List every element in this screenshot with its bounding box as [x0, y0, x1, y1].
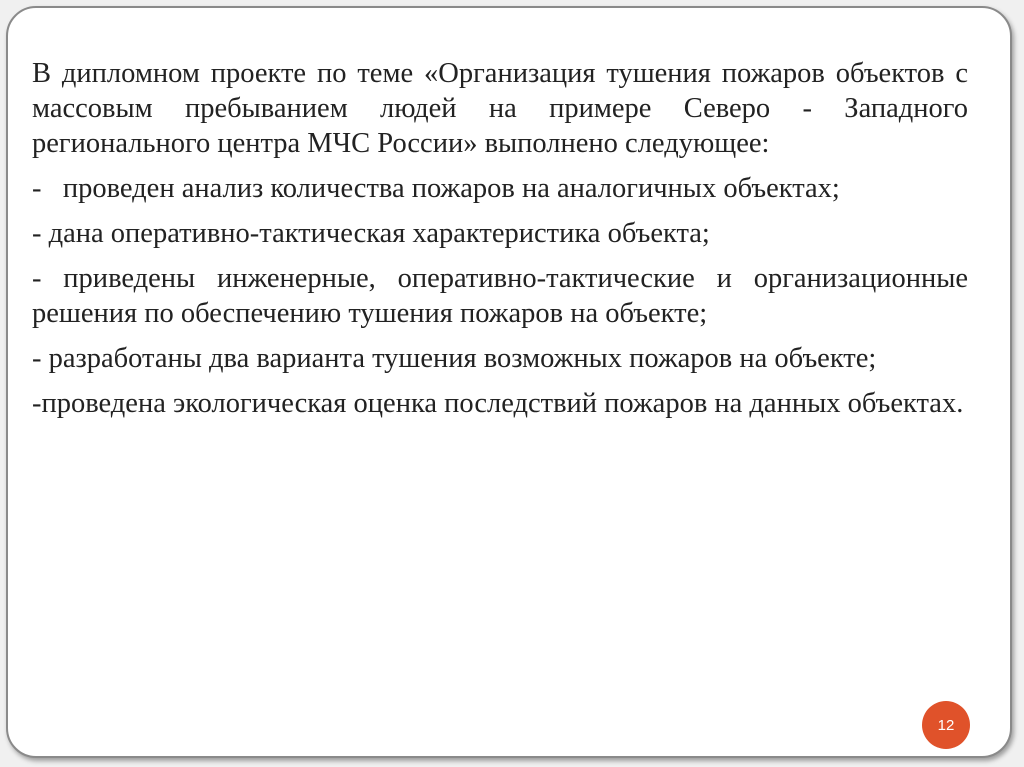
page-number-badge: 12	[922, 701, 970, 749]
list-item-fire-analysis: - проведен анализ количества пожаров на аналогичных объектах;	[32, 173, 840, 204]
slide-body	[32, 56, 968, 431]
list-item-extinguishing-options: - разработаны два варианта тушения возможных пожаров на объекте;	[32, 343, 877, 374]
list-item-ecological-assessment: -проведена экологическая оценка последствий пожаров на данных объектах.	[32, 388, 964, 419]
list-item-engineering-solutions: - приведены инженерные, оперативно-тактические и организационные решения по обеспечению тушения пожаров на объекте;	[32, 263, 968, 329]
list-item-tactical-characteristics: - дана оперативно-тактическая характеристика объекта;	[32, 218, 710, 249]
intro-paragraph: В дипломном проекте по теме «Организация тушения пожаров объектов с массовым пребыванием людей на примере Северо - Западного регионального центра МЧС России» выполнено следующее:	[32, 58, 968, 159]
